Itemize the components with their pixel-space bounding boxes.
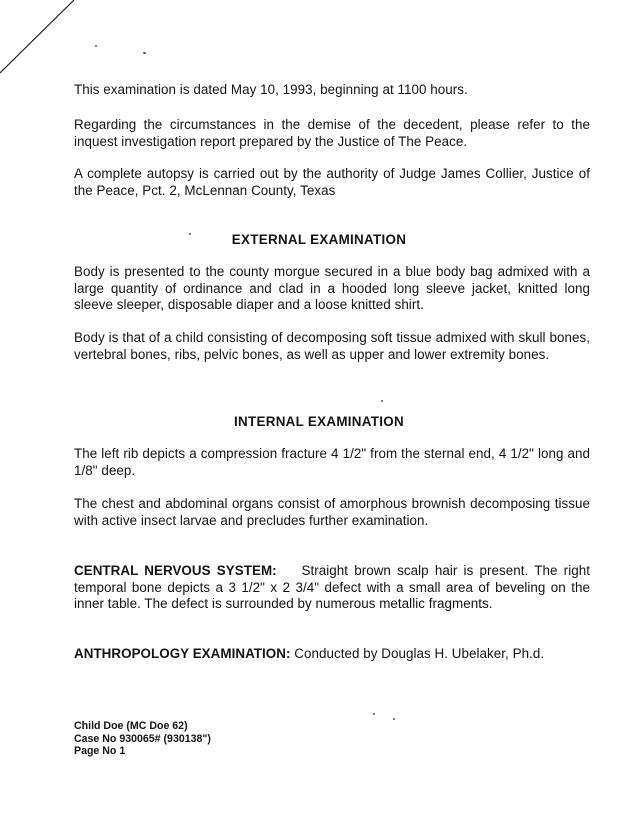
footer-case-name: Child Doe (MC Doe 62) [74,720,188,732]
footer-page-number: Page No 1 [74,745,126,757]
external-paragraph-1: Body is presented to the county morgue secured in a blue body bag admixed with a large quantity of ordinance and clad in a hooded long sleeve jacket, knitted long sleeve sleeper, disposable diaper and a loose knitted shirt. [74,264,590,312]
authority-paragraph: A complete autopsy is carried out by the authority of Judge James Collier, Justice of the Peace, Pct. 2, McLennan County, Texas [74,166,590,198]
circumstances-paragraph: Regarding the circumstances in the demise of the decedent, please refer to the inquest investigation report prepared by the Justice of The Peace. [74,117,590,149]
anthropology-paragraph [74,646,590,663]
scan-speck [143,52,146,54]
cns-text: Straight brown scalp hair is present. The right temporal bone depicts a 3 1/2" x 2 3/4" defect with a small area of beveling on the inner table. The defect is surrounded by numerous metallic fragments. [74,563,590,611]
anthropology-label: ANTHROPOLOGY EXAMINATION: [74,646,291,661]
anthropology-text: Conducted by Douglas H. Ubelaker, Ph.d. [294,646,545,661]
cns-label: CENTRAL NERVOUS SYSTEM: [74,563,277,578]
scan-speck [393,718,395,720]
page-footer [74,720,211,758]
internal-examination-heading: INTERNAL EXAMINATION [234,414,404,429]
corner-scan-line [0,0,80,80]
exam-date-paragraph: This examination is dated May 10, 1993, beginning at 1100 hours. [74,82,468,97]
external-examination-heading: EXTERNAL EXAMINATION [231,232,407,247]
scan-speck [381,400,383,402]
scan-speck [95,45,97,47]
cns-paragraph [74,563,590,613]
footer-case-number: Case No 930065# (930138") [74,732,211,745]
internal-paragraph-1: The left rib depicts a compression fracture 4 1/2" from the sternal end, 4 1/2" long and 1/8" deep. [74,446,590,478]
scan-speck [373,713,375,715]
internal-paragraph-2: The chest and abdominal organs consist of amorphous brownish decomposing tissue with active insect larvae and precludes further examination. [74,496,590,528]
external-paragraph-2: Body is that of a child consisting of decomposing soft tissue admixed with skull bones, vertebral bones, ribs, pelvic bones, as well as upper and lower extremity bones. [74,330,590,362]
